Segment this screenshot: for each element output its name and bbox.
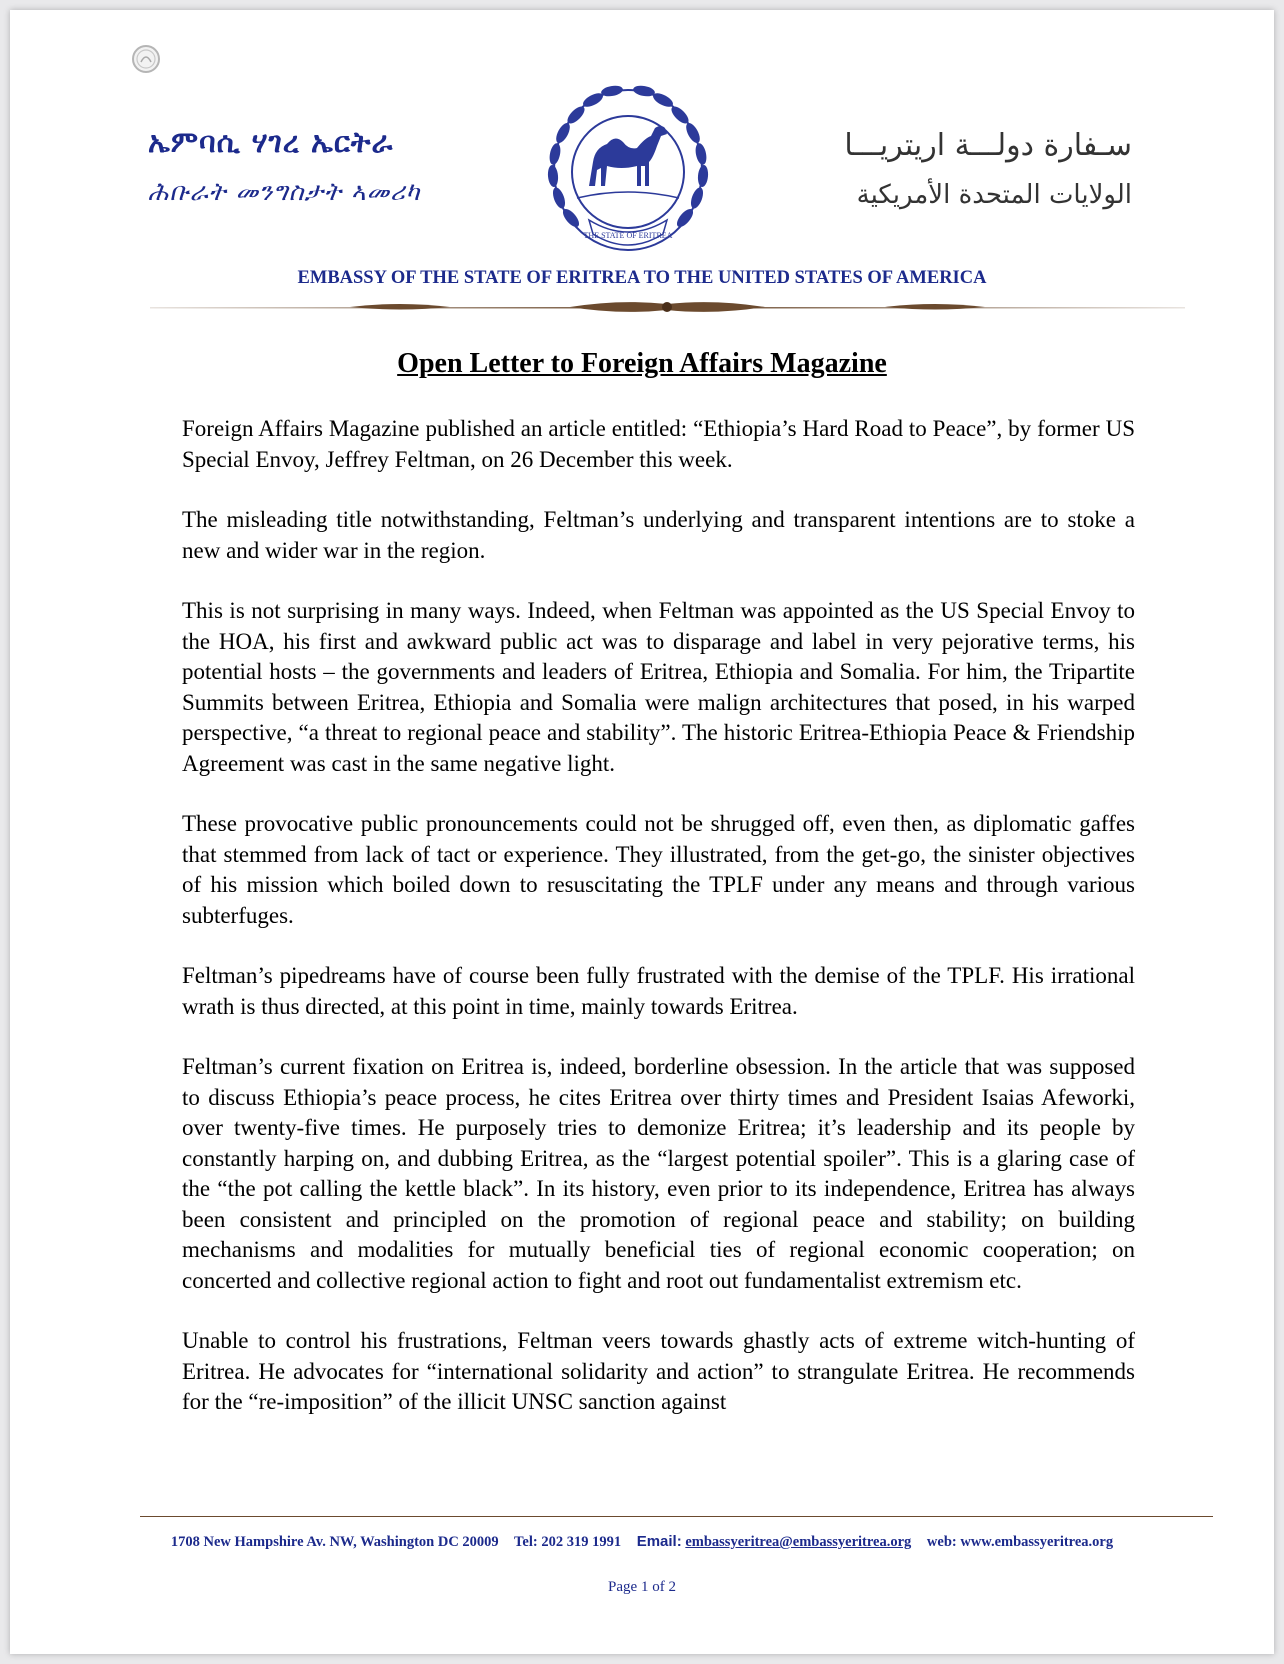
paragraph: Feltman’s current fixation on Eritrea is, indeed, borderline obsession. In the article that was supposed to discuss Ethiopia’s peace process, he cites Eritrea over thirty times and President Isaias Afeworki, over twenty-five times. He purposely tries to demonize Eritrea; it’s leadership and its people by constantly harping on, and dubbing Eritrea, as the “largest potential spoiler”. This is a glaring case of the “the pot calling the kettle black”. In its history, even prior to its independence, Eritrea has always been consistent and principled on the promotion of regional peace and stability; on building mechanisms and modalities for mutually beneficial ties of regional economic cooperation; on concerted and collective regional action to fight and root out fundamentalist extremism etc. [182, 1054, 1135, 1293]
paragraph: Feltman’s pipedreams have of course been fully frustrated with the demise of the TPLF. His irrational wrath is thus directed, at this point in time, mainly towards Eritrea. [182, 963, 1135, 1019]
embassy-title: EMBASSY OF THE STATE OF ERITREA TO THE UNITED STATES OF AMERICA [297, 268, 987, 288]
footer-email-label: Email: [636, 1533, 682, 1550]
body-viewport [10, 10, 1274, 1508]
paragraph: Unable to control his frustrations, Feltman veers towards ghastly acts of extreme witch-hunting of Eritrea. He advocates for “international solidarity and action” to strangulate Eritrea. He recommends for the “re-imposition” of the illicit UNSC sanction against [182, 1328, 1135, 1414]
document-title: Open Letter to Foreign Affairs Magazine [397, 348, 887, 379]
letter-page [10, 10, 1274, 1654]
tigrinya-embassy-name: ኤምባሲ ሃገረ ኤርትራ [148, 125, 394, 159]
svg-text:THE STATE OF ERITREA: THE STATE OF ERITREA [583, 231, 673, 240]
footer-contact [10, 1533, 1274, 1551]
paragraph: The misleading title notwithstanding, Feltman’s underlying and transparent intentions are to stoke a new and wider war in the region. [182, 507, 1135, 563]
page-number: Page 1 of 2 [608, 1579, 676, 1595]
paragraph: These provocative public pronouncements could not be shrugged off, even then, as diplomatic gaffes that stemmed from lack of tact or experience. They illustrated, from the get-go, the sinister objectives of his mission which boiled down to resuscitating the TPLF under any means and through various subterfuges. [182, 811, 1135, 928]
footer-divider [140, 1516, 1213, 1517]
arabic-country-name: الولايات المتحدة الأمريكية [856, 180, 1132, 210]
footer-tel-label: Tel: [514, 1534, 538, 1550]
footer-email-link[interactable]: embassyeritrea@embassyeritrea.org [685, 1534, 912, 1550]
paragraph: Foreign Affairs Magazine published an article entitled: “Ethiopia’s Hard Road to Peace”, by former US Special Envoy, Jeffrey Feltman, on 26 December this week. [182, 416, 1135, 472]
footer-web: web: www.embassyeritrea.org [926, 1534, 1114, 1550]
footer-address: 1708 New Hampshire Av. NW, Washington DC 20009 [170, 1534, 499, 1550]
footer-tel: 202 319 1991 [541, 1534, 622, 1550]
letter-body [182, 414, 1135, 1448]
paragraph: This is not surprising in many ways. Indeed, when Feltman was appointed as the US Special Envoy to the HOA, his first and awkward public act was to disparage and label in very pejorative terms, his potential hosts – the governments and leaders of Eritrea, Ethiopia and Somalia. For him, the Tripartite Summits between Eritrea, Ethiopia and Somalia were malign architectures that posed, in his warped perspective, “a threat to regional peace and stability”. The historic Eritrea-Ethiopia Peace & Friendship Agreement was cast in the same negative light. [182, 598, 1135, 776]
arabic-embassy-name: سـفارة دولـــة اريتريـــا [844, 128, 1132, 163]
tigrinya-country-name: ሕቡራት መንግስታት ኣመሪካ [148, 177, 421, 206]
